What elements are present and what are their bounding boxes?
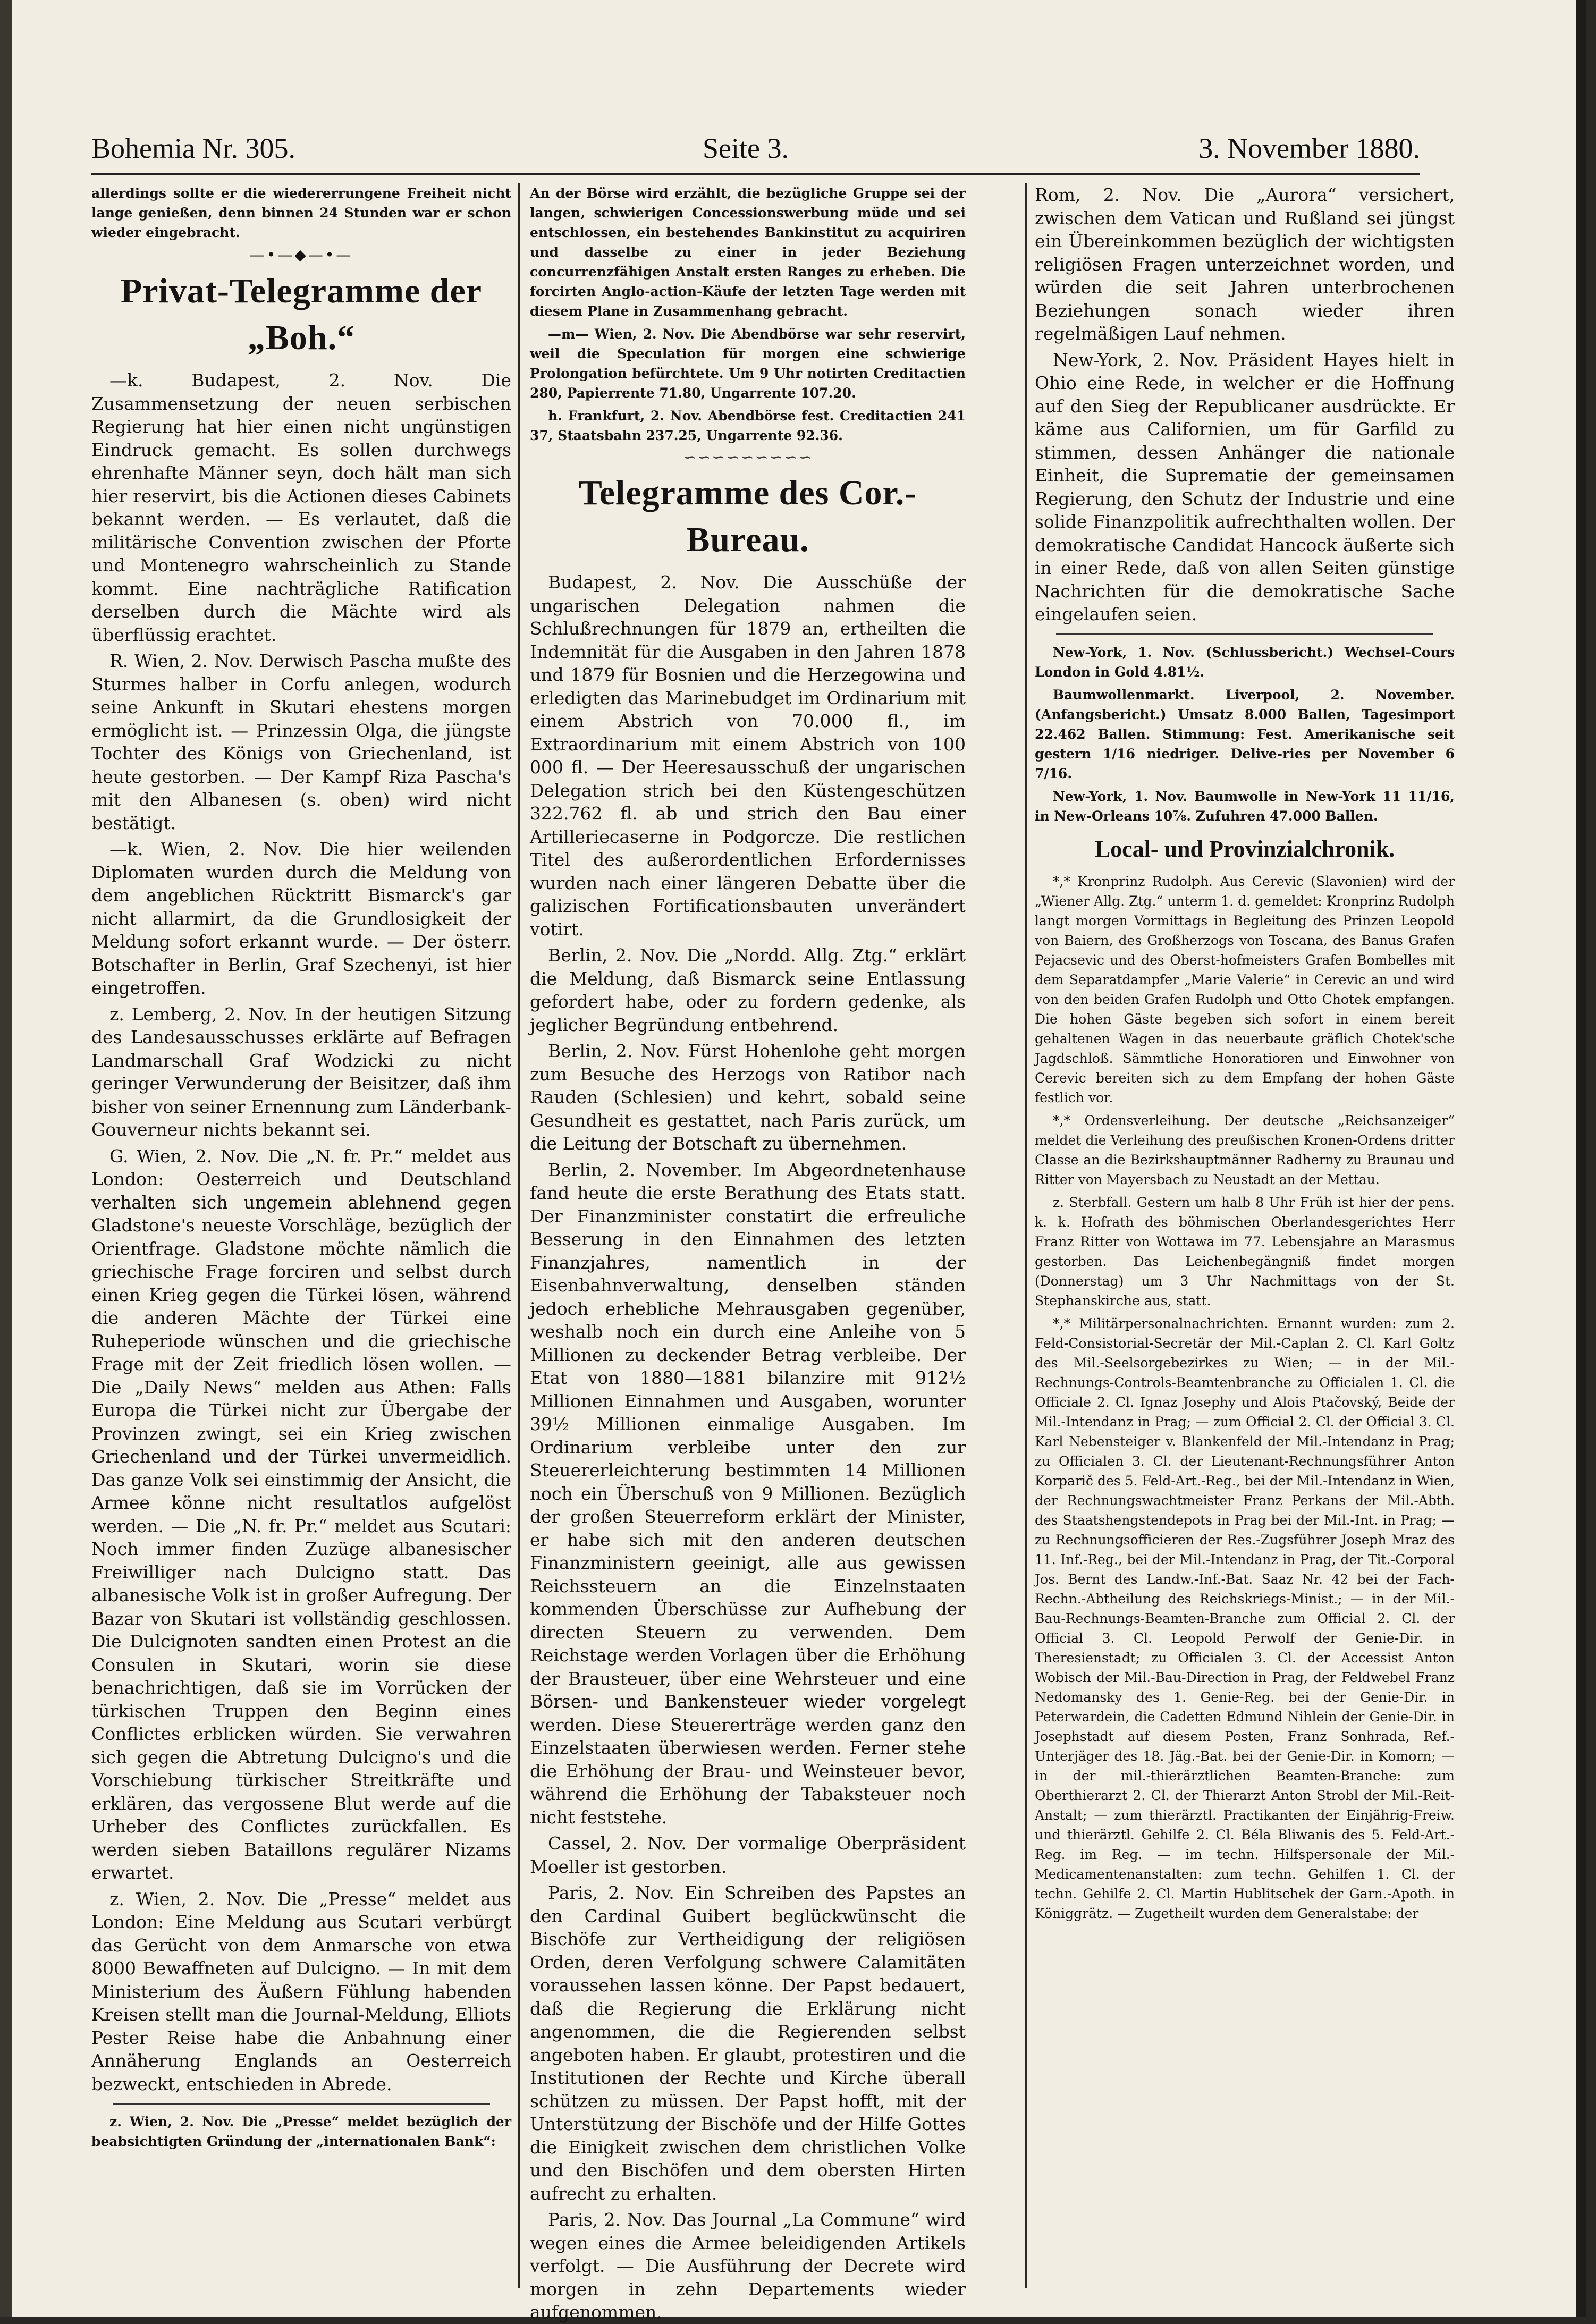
article: Cassel, 2. Nov. Der vormalige Oberpräsident Moeller ist gestorben. [530, 1833, 966, 1877]
page-header [91, 132, 1420, 169]
column-divider [1025, 183, 1027, 2288]
section-heading-local-chronicle: Local- und Provinzialchronik. [1094, 835, 1395, 862]
column-3 [1035, 183, 1455, 2285]
ornament-divider: —•—◆—•— [249, 246, 353, 264]
header-rule [91, 173, 1420, 175]
article: —k. Wien, 2. Nov. Die hier weilenden Diplomaten wurden durch die Meldung von dem angeblichen Rücktritt Bismarck's gar nicht allarmirt, da die Grundlosigkeit der Meldung sofort erkannt wurde. — Der österr. Botschafter in Berlin, Graf Szechenyi, ist hier eingetroffen. [91, 839, 511, 998]
issue-number: Bohemia Nr. 305. [91, 132, 295, 164]
divider-rule [113, 2103, 490, 2105]
market-report: New-York, 1. Nov. Baumwolle in New-York 11 11/16, in New-Orleans 10⅞. Zufuhren 47.000 Ballen. [1035, 788, 1455, 824]
page-number: Seite 3. [703, 132, 789, 164]
issue-date: 3. November 1880. [1198, 132, 1420, 164]
article: *,* Militärpersonalnachrichten. Ernannt wurden: zum 2. Feld-Consistorial-Secretär der Mil.-Caplan 2. Cl. Karl Goltz des Mil.-Seelsorgebezirkes zu Wien; — in der Mil.-Rechnungs-Controls-Beamtenbranche zu Officialen 1. Cl. die Officiale 2. Cl. Ignaz Josephy und Alois Ptačovský, Beide der Mil.-Intendanz in Prag; — zum Official 2. Cl. der Official 3. Cl. Karl Nebensteiger v. Blankenfeld der Mil.-Intendanz in Prag; zu Officialen 3. Cl. der Lieutenant-Rechnungsführer Anton Korparič des 5. Feld-Art.-Reg., bei der Mil.-Intendanz in Wien, der Rechnungswachtmeister Franz Perkans der Mil.-Abth. des Staatshengstendepots in Prag bei der Mil.-Int. in Prag; — zu Rechnungsofficieren der Res.-Zugsführer Joseph Mraz des 11. Inf.-Reg., bei der Mil.-Intendanz in Prag, der Tit.-Corporal Jos. Bernt des Landw.-Inf.-Bat. Saaz Nr. 42 bei der Fach-Rechn.-Abtheilung des Reichskriegs-Minist.; — in der Mil.-Bau-Rechnungs-Beamten-Branche zum Official 2. Cl. der Official 3. Cl. Leopold Perwolf der Genie-Dir. in Theresienstadt; zu Officialen 3. Cl. der Accessist Anton Wobisch der Mil.-Bau-Direction in Prag, der Feldwebel Franz Nedomansky des 1. Genie-Reg. bei der Genie-Dir. in Peterwardein, die Cadetten Edmund Nihlein der Genie-Dir. in Josephstadt auf diesem Posten, Franz Sonhrada, Ref.-Unterjäger des 18. Jäg.-Bat. bei der Genie-Dir. in Komorn; — in der mil.-thierärztlichen Beamten-Branche: zum Oberthierarzt 2. Cl. der Thierarzt Anton Strobl der Mil.-Reit-Anstalt; — zum thierärztl. Practikanten der Einjährig-Freiw. und thierärztl. Gehilfe 2. Cl. Béla Bliwanis des 5. Feld-Art.-Reg. im Reg. — im techn. Hilfspersonale der Mil.-Medicamentenanstalten: zum techn. Gehilfen 1. Cl. der techn. Gehilfe 2. Cl. Martin Hublitschek der Garn.-Apoth. in Königgrätz. — Zugetheilt wurden dem Generalstabe: der [1035, 1315, 1455, 1921]
article: An der Börse wird erzählt, die bezügliche Gruppe sei der langen, schwierigen Concessionswerbung müde und sei entschlossen, ein bestehendes Bankinstitut zu acquiriren und dasselbe zu einer in jeder Beziehung concurrenzfähigen Anstalt ersten Ranges zu erheben. Die forcirten Anglo-action-Käufe der letzten Tage werden mit diesem Plane in Zusammenhang gebracht. [530, 185, 966, 319]
newspaper-page [12, 0, 1586, 2322]
article: G. Wien, 2. Nov. Die „N. fr. Pr.“ meldet aus London: Oesterreich und Deutschland verhalten sich ungemein ablehnend gegen Gladstone's neueste Vorschläge, bezüglich der Orientfrage. Gladstone möchte nämlich die griechische Frage forciren und selbst durch einen Krieg gegen die Türkei lösen, während die anderen Mächte der Türkei eine Ruheperiode wünschen und die griechische Frage mit der Zeit friedlich lösen wollen. — Die „Daily News“ melden aus Athen: Falls Europa die Türkei nicht zur Übergabe der Provinzen zwingt, sei ein Krieg zwischen Griechenland und der Türkei unvermeidlich. Das ganze Volk sei einstimmig der Ansicht, die Armee könne nicht resultatlos aufgelöst werden. — Die „N. fr. Pr.“ meldet aus Scutari: Noch immer finden Zuzüge albanesischer Freiwilliger nach Dulcigno statt. Das albanesische Volk ist in großer Aufregung. Der Bazar von Skutari ist vollständig geschlossen. Die Dulcignoten sandten einen Protest an die Consulen in Skutari, worin sie diese benachrichtigen, daß sie im Vorrücken der türkischen Truppen den Beginn eines Conflictes erblicken würden. Sie verwahren sich gegen die Abtretung Dulcigno's und die Vorschiebung türkischer Streitkräfte und erklären, das vergossene Blut werde auf die Urheber des Conflictes zurückfallen. Es werden sieben Bataillons regulärer Nizams erwartet. [91, 1145, 511, 1883]
section-heading-private-telegrams: Privat-Telegramme der „Boh.“ [120, 272, 483, 357]
column-2 [530, 183, 966, 2322]
wavy-divider: ∽∽∽∽∽∽∽∽∽ [682, 448, 813, 467]
market-report: New-York, 1. Nov. (Schlussbericht.) Wechsel-Cours London in Gold 4.81½. [1035, 644, 1455, 680]
article: Rom, 2. Nov. Die „Aurora“ versichert, zwischen dem Vatican und Rußland sei jüngst ein Übereinkommen bezüglich der wichtigsten religiösen Fragen unterzeichnet worden, und würden die seit Jahren unterbrochenen Beziehungen sonach wieder ihren regelmäßigen Lauf nehmen. [1035, 184, 1455, 344]
article: —m— Wien, 2. Nov. Die Abendbörse war sehr reservirt, weil die Speculation für morgen eine schwierige Prolongation befürchtete. Um 9 Uhr notirten Creditactien 280, Papierrente 71.80, Ungarrente 107.20. [530, 326, 966, 401]
intro-text: allerdings sollte er die wiedererrungene Freiheit nicht lange genießen, denn binnen 24 Stunden war er schon wieder eingebracht. [91, 185, 511, 240]
article: z. Sterbfall. Gestern um halb 8 Uhr Früh ist hier der pens. k. k. Hofrath des böhmischen Oberlandesgerichtes Herr Franz Ritter von Wottawa im 77. Lebensjahre an Marasmus gestorben. Das Leichenbegängniß findet morgen (Donnerstag) um 3 Uhr Nachmittags von der St. Stephanskirche aus, statt. [1035, 1194, 1455, 1308]
divider-rule [1056, 633, 1433, 635]
article: Budapest, 2. Nov. Die Ausschüße der ungarischen Delegation nahmen die Schlußrechnungen für 1879 an, ertheilten die Indemnität für die Ausgaben in den Jahren 1878 und 1879 für Bosnien und die Herzegowina und erledigten das Marinebudget im Ordinarium mit einem Abstrich von 70.000 fl., im Extraordinarium mit einem Abstrich von 100 000 fl. — Der Heeresausschuß der ungarischen Delegation strich bei den Küstengeschützen 322.762 fl. ab und strich den Bau einer Artilleriecaserne in Podgorcze. Die restlichen Titel des außerordentlichen Erfordernisses wurden nach einer längeren Debatte über die galizischen Fortificationsbauten unverändert votirt. [530, 572, 966, 940]
article: R. Wien, 2. Nov. Derwisch Pascha mußte des Sturmes halber in Corfu anlegen, wodurch seine Ankunft in Skutari ehestens morgen ermöglicht ist. — Prinzessin Olga, die jüngste Tochter des Königs von Griechenland, ist heute gestorben. — Der Kampf Riza Pascha's mit den Albanesen (s. oben) wird nicht bestätigt. [91, 650, 511, 833]
article: h. Frankfurt, 2. Nov. Abendbörse fest. Creditactien 241 37, Staatsbahn 237.25, Ungarrente 92.36. [530, 408, 966, 443]
article: Berlin, 2. Nov. Die „Nordd. Allg. Ztg.“ erklärt die Meldung, daß Bismarck seine Entlassung gefordert habe, oder zu fordern gedenke, als jeglicher Begründung entbehrend. [530, 945, 966, 1035]
article: *,* Kronprinz Rudolph. Aus Cerevic (Slavonien) wird der „Wiener Allg. Ztg.“ unterm 1. d. gemeldet: Kronprinz Rudolph langt morgen Vormittags in Begleitung des Prinzen Leopold von Baiern, des Großherzogs von Toscana, des Banus Grafen Pejacsevic und des Oberst-hofmeisters Grafen Bombelles mit dem Separatdampfer „Marie Valerie“ in Cerevic an und wird von den beiden Grafen Rudolph und Otto Chotek empfangen. Die hohen Gäste begeben sich sofort in einem bereit gehaltenen Wagen in das neuerbaute gräflich Chotek'sche Jagdschloß. Sämmtliche Honoratioren und Einwohner von Cerevic bereiten sich zu dem Empfang der hohen Gäste festlich vor. [1035, 873, 1455, 1105]
article: Paris, 2. Nov. Das Journal „La Commune“ wird wegen eines die Armee beleidigenden Artikels verfolgt. — Die Ausführung der Decrete wird morgen in zehn Departements wieder aufgenommen. [530, 2209, 966, 2322]
article: New-York, 2. Nov. Präsident Hayes hielt in Ohio eine Rede, in welcher er die Hoffnung auf den Sieg der Republicaner ausdrückte. Er käme aus Californien, um für Garfild zu stimmen, dessen Anhänger die nationale Einheit, die Suprematie der gemeinsamen Regierung, den Schutz der Industrie und eine solide Finanzpolitik aufrechthalten wollen. Der demokratische Candidat Hancock äußerte sich in einer Rede, daß von allen Seiten günstige Nachrichten für die demokratische Sache eingelaufen seien. [1035, 349, 1455, 624]
article: Berlin, 2. November. Im Abgeordnetenhause fand heute die erste Berathung des Etats statt. Der Finanzminister constatirt die erfreuliche Besserung in den Einnahmen des letzten Finanzjahres, namentlich in der Eisenbahnverwaltung, denselben ständen jedoch erhebliche Mehrausgaben gegenüber, weshalb noch ein durch eine Anleihe von 5 Millionen zu deckender Betrag verbleibe. Der Etat von 1880—1881 bilanzire mit 912½ Millionen Einnahmen und Ausgaben, worunter 39½ Millionen einmalige Ausgaben. Im Ordinarium verbleibe unter den zur Steuererleichterung bestimmten 14 Millionen noch ein Überschuß von 9 Millionen. Bezüglich der großen Steuerreform erklärt der Minister, er habe sich mit den anderen deutschen Finanzministern geeinigt, alle aus gewissen Reichssteuern an die Einzelnstaaten kommenden Überschüsse zur Aufhebung der directen Steuern zu verwenden. Dem Reichstage werden Vorlagen über die Erhöhung der Brausteuer, über eine Wehrsteuer und eine Börsen- und Bankensteuer wieder vorgelegt werden. Diese Steuererträge werden ganz den Einzelstaaten überwiesen werden. Ferner stehe die Erhöhung der Brau- und Weinsteuer bevor, während die Erhöhung der Tabaksteuer noch nicht feststehe. [530, 1159, 966, 1828]
column-1 [91, 183, 511, 2285]
article: Paris, 2. Nov. Ein Schreiben des Papstes an den Cardinal Guibert beglückwünscht die Bischöfe zur Vertheidigung der religiösen Orden, deren Verfolgung schwere Calamitäten voraussehen lassen könne. Der Papst bedauert, daß die Regierung die Erklärung nicht angenommen, die die Regierenden selbst angeboten haben. Er glaubt, protestiren und die Institutionen der Rechte und Kirche überall schützen zu müssen. Der Papst hofft, mit der Unterstützung der Bischöfe und der Hilfe Gottes die Einigkeit zwischen dem christlichen Volke und den Bischöfen und dem obersten Hirten aufrecht zu erhalten. [530, 1882, 966, 2204]
footer-article: z. Wien, 2. Nov. Die „Presse“ meldet bezüglich der beabsichtigten Gründung der „internationalen Bank“: [91, 2114, 511, 2149]
scan-right-edge [1576, 0, 1586, 2317]
section-heading-cor-bureau: Telegramme des Cor.-Bureau. [578, 474, 917, 559]
article: *,* Ordensverleihung. Der deutsche „Reichsanzeiger“ meldet die Verleihung des preußischen Kronen-Ordens dritter Classe an die Bezirkshauptmänner Radherny zu Braunau und Ritter von Mayersbach zu Neustadt an der Mettau. [1035, 1112, 1455, 1187]
article: —k. Budapest, 2. Nov. Die Zusammensetzung der neuen serbischen Regierung hat hier einen nicht ungünstigen Eindruck gemacht. Es sollen durchwegs ehrenhafte Männer seyn, doch hält man sich hier reservirt, bis die Actionen dieses Cabinets bekannt werden. — Es verlautet, daß die militärische Convention zwischen der Pforte und Montenegro wahrscheinlich zu Stande kommt. Eine nachträgliche Ratification derselben durch die Mächte wird als überflüssig erachtet. [91, 370, 511, 645]
scan-left-edge [0, 0, 12, 2317]
article: z. Lemberg, 2. Nov. In der heutigen Sitzung des Landesausschusses erklärte auf Befragen Landmarschall Graf Wodzicki zu nicht geringer Verwunderung der Beisitzer, daß ihm bisher von seiner Ernennung zum Länderbank-Gouverneur nichts bekannt sei. [91, 1003, 511, 1140]
article: Berlin, 2. Nov. Fürst Hohenlohe geht morgen zum Besuche des Herzogs von Ratibor nach Rauden (Schlesien) und kehrt, sobald seine Gesundheit es gestattet, nach Paris zurück, um die Leitung der Botschaft zu übernehmen. [530, 1041, 966, 1154]
column-divider [518, 183, 520, 2288]
article: z. Wien, 2. Nov. Die „Presse“ meldet aus London: Eine Meldung aus Scutari verbürgt das Gerücht von dem Anmarsche von etwa 8000 Bewaffneten auf Dulcigno. — In mit dem Ministerium des Äußern Fühlung habenden Kreisen stellt man die Journal-Meldung, Elliots Pester Reise habe die Anbahnung einer Annäherung Englands an Oesterreich bezweckt, entschieden in Abrede. [91, 1888, 511, 2094]
market-report: Baumwollenmarkt. Liverpool, 2. November. (Anfangsbericht.) Umsatz 8.000 Ballen, Tagesimport 22.462 Ballen. Stimmung: Fest. Amerikanische seit gestern 1/16 niedriger. Delive-ries per November 6 7/16. [1035, 687, 1455, 781]
